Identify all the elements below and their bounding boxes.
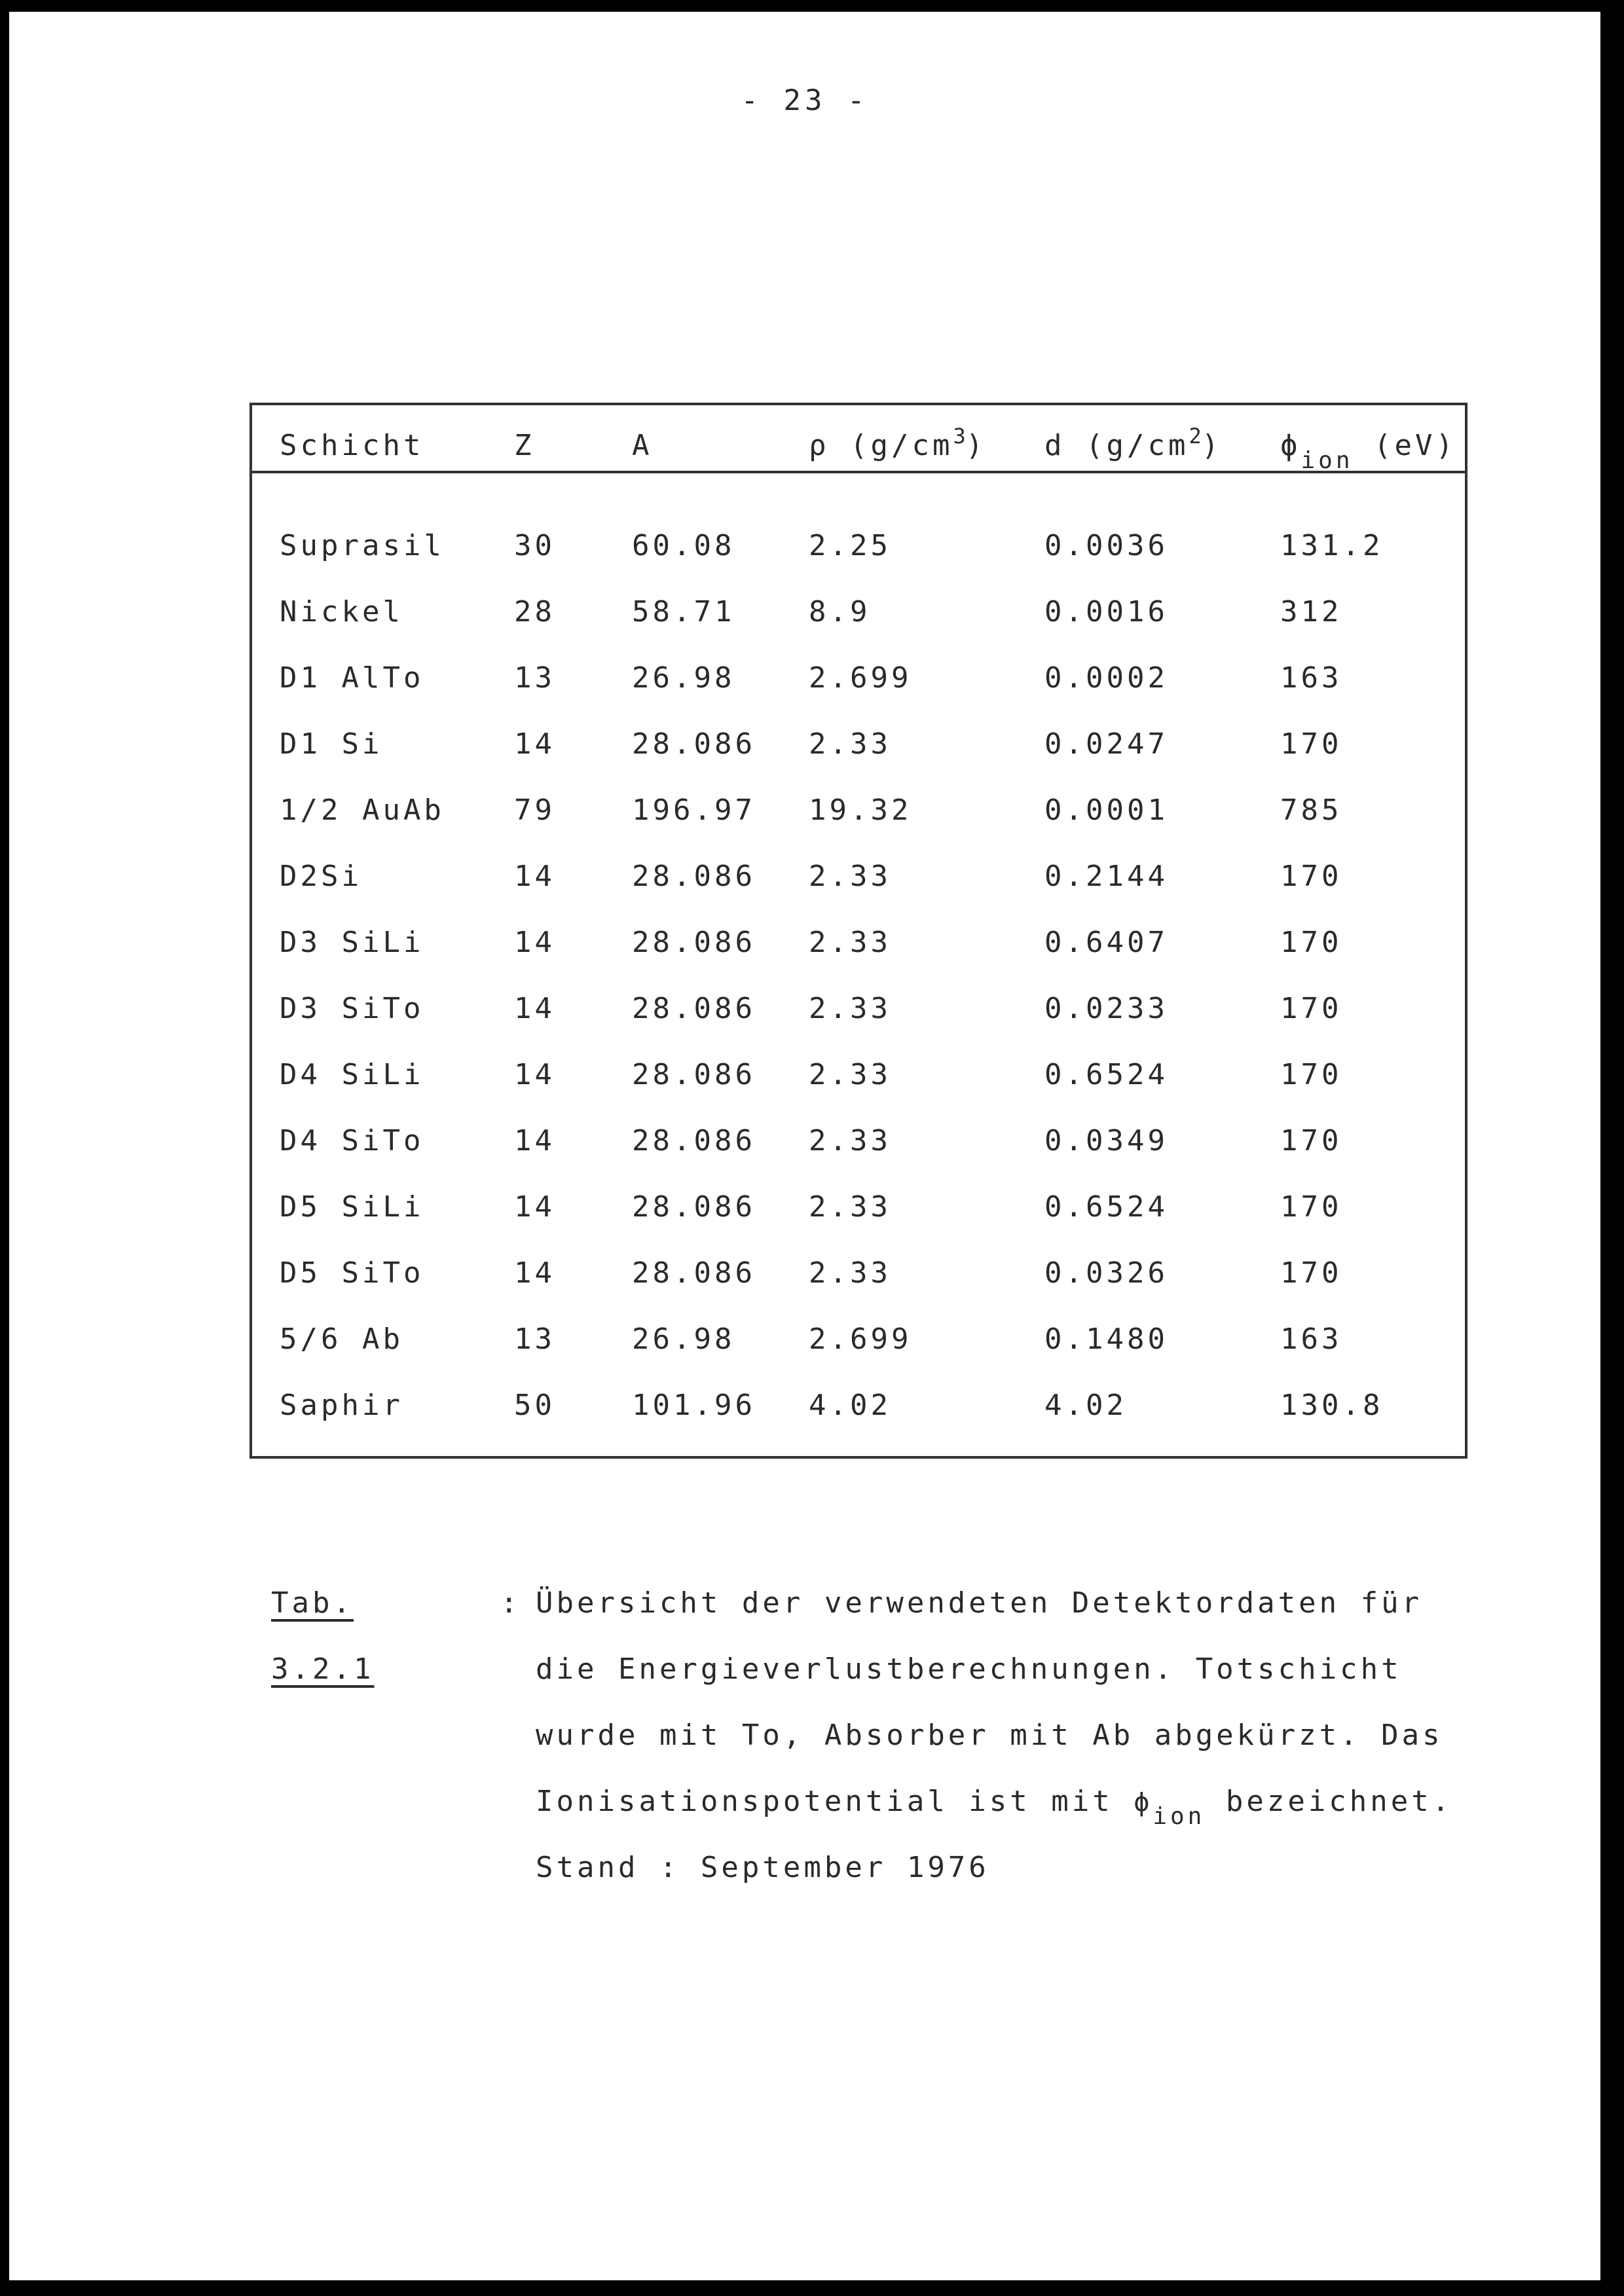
table-cell-schicht: Saphir bbox=[280, 1389, 403, 1422]
table-cell-a: 28.086 bbox=[632, 727, 756, 761]
table-cell-a: 26.98 bbox=[632, 661, 735, 695]
table-cell-rho: 2.33 bbox=[809, 926, 891, 959]
table-cell-rho: 2.33 bbox=[809, 1124, 891, 1157]
header-z: Z bbox=[514, 429, 535, 462]
table-cell-d: 0.2144 bbox=[1044, 860, 1168, 893]
table-cell-d: 0.0326 bbox=[1044, 1256, 1168, 1290]
caption-line-2: die Energieverlustberechnungen. Totschicht bbox=[536, 1652, 1402, 1686]
table-cell-d: 0.1480 bbox=[1044, 1322, 1168, 1356]
table-cell-z: 14 bbox=[514, 860, 555, 893]
table-cell-a: 28.086 bbox=[632, 1124, 756, 1157]
table-cell-schicht: Nickel bbox=[280, 595, 403, 629]
table-cell-z: 14 bbox=[514, 1190, 555, 1224]
table-cell-z: 14 bbox=[514, 992, 555, 1025]
table-cell-schicht: 5/6 Ab bbox=[280, 1322, 403, 1356]
table-cell-schicht: 1/2 AuAb bbox=[280, 793, 445, 827]
table-cell-phi: 163 bbox=[1280, 1322, 1342, 1356]
d-close: ) bbox=[1201, 429, 1223, 462]
d-label: d (g/cm bbox=[1044, 429, 1189, 462]
header-a: A bbox=[632, 429, 653, 462]
caption-phi-subscript: ion bbox=[1153, 1803, 1206, 1830]
table-cell-a: 196.97 bbox=[632, 793, 756, 827]
table-cell-phi: 170 bbox=[1280, 860, 1342, 893]
table-cell-z: 14 bbox=[514, 1058, 555, 1091]
caption-text bbox=[536, 1570, 1518, 1901]
table-cell-rho: 4.02 bbox=[809, 1389, 891, 1422]
table-cell-phi: 170 bbox=[1280, 1124, 1342, 1157]
table-cell-rho: 2.25 bbox=[809, 529, 891, 562]
table-cell-phi: 170 bbox=[1280, 1190, 1342, 1224]
table-cell-d: 0.0247 bbox=[1044, 727, 1168, 761]
rho-exponent: 3 bbox=[953, 424, 966, 448]
caption-line-4-pre: Ionisationspotential ist mit bbox=[536, 1785, 1113, 1818]
table-cell-a: 101.96 bbox=[632, 1389, 756, 1422]
header-schicht: Schicht bbox=[280, 429, 424, 462]
table-cell-z: 13 bbox=[514, 1322, 555, 1356]
table-cell-rho: 8.9 bbox=[809, 595, 871, 629]
phi-subscript: ion bbox=[1301, 447, 1354, 474]
table-cell-rho: 2.699 bbox=[809, 661, 912, 695]
table-cell-d: 4.02 bbox=[1044, 1389, 1127, 1422]
header-ionisation-potential bbox=[1280, 429, 1456, 474]
table-cell-z: 14 bbox=[514, 1256, 555, 1290]
table-cell-a: 28.086 bbox=[632, 992, 756, 1025]
caption-label: Tab. 3.2.1 bbox=[271, 1586, 375, 1686]
table-cell-z: 79 bbox=[514, 793, 555, 827]
header-divider bbox=[252, 471, 1465, 473]
table-cell-z: 30 bbox=[514, 529, 555, 562]
table-cell-rho: 2.699 bbox=[809, 1322, 912, 1356]
table-cell-schicht: D1 AlTo bbox=[280, 661, 424, 695]
table-cell-schicht: D3 SiTo bbox=[280, 992, 424, 1025]
table-cell-phi: 130.8 bbox=[1280, 1389, 1384, 1422]
table-cell-schicht: D5 SiTo bbox=[280, 1256, 424, 1290]
caption-line-4-post: bezeichnet. bbox=[1225, 1785, 1453, 1818]
table-cell-phi: 170 bbox=[1280, 992, 1342, 1025]
table-cell-phi: 170 bbox=[1280, 727, 1342, 761]
table-cell-z: 14 bbox=[514, 1124, 555, 1157]
table-cell-rho: 2.33 bbox=[809, 860, 891, 893]
table-cell-phi: 170 bbox=[1280, 926, 1342, 959]
table-cell-schicht: D4 SiTo bbox=[280, 1124, 424, 1157]
table-cell-d: 0.0233 bbox=[1044, 992, 1168, 1025]
table-cell-z: 50 bbox=[514, 1389, 555, 1422]
table-cell-phi: 170 bbox=[1280, 1058, 1342, 1091]
table-cell-phi: 163 bbox=[1280, 661, 1342, 695]
caption-line-4 bbox=[536, 1768, 1518, 1834]
caption-line-3: wurde mit To, Absorber mit Ab abgekürzt. Das bbox=[536, 1719, 1443, 1752]
header-thickness bbox=[1044, 424, 1223, 462]
table-cell-d: 0.0349 bbox=[1044, 1124, 1168, 1157]
table-cell-a: 60.08 bbox=[632, 529, 735, 562]
table-cell-a: 28.086 bbox=[632, 860, 756, 893]
table-cell-a: 28.086 bbox=[632, 926, 756, 959]
table-cell-schicht: D1 Si bbox=[280, 727, 383, 761]
table-cell-phi: 785 bbox=[1280, 793, 1342, 827]
table-cell-a: 28.086 bbox=[632, 1190, 756, 1224]
table-cell-phi: 170 bbox=[1280, 1256, 1342, 1290]
detector-data-table bbox=[249, 403, 1467, 1459]
table-cell-a: 28.086 bbox=[632, 1058, 756, 1091]
table-cell-phi: 312 bbox=[1280, 595, 1342, 629]
header-density bbox=[809, 424, 987, 462]
table-cell-d: 0.6407 bbox=[1044, 926, 1168, 959]
rho-unit: (g/cm bbox=[850, 429, 953, 462]
table-cell-phi: 131.2 bbox=[1280, 529, 1384, 562]
phi-unit: (eV) bbox=[1374, 429, 1456, 462]
caption-phi-symbol: ϕ bbox=[1134, 1787, 1153, 1817]
table-cell-a: 28.086 bbox=[632, 1256, 756, 1290]
table-cell-d: 0.0036 bbox=[1044, 529, 1168, 562]
table-cell-schicht: D4 SiLi bbox=[280, 1058, 424, 1091]
table-cell-schicht: Suprasil bbox=[280, 529, 445, 562]
table-cell-rho: 19.32 bbox=[809, 793, 912, 827]
table-cell-d: 0.0001 bbox=[1044, 793, 1168, 827]
table-cell-a: 58.71 bbox=[632, 595, 735, 629]
table-cell-rho: 2.33 bbox=[809, 992, 891, 1025]
page-number: - 23 - bbox=[741, 84, 869, 117]
caption-colon: : bbox=[500, 1586, 521, 1620]
table-cell-rho: 2.33 bbox=[809, 727, 891, 761]
table-cell-schicht: D2Si bbox=[280, 860, 362, 893]
table-cell-d: 0.6524 bbox=[1044, 1190, 1168, 1224]
table-cell-z: 14 bbox=[514, 926, 555, 959]
d-exponent: 2 bbox=[1189, 424, 1202, 448]
table-cell-rho: 2.33 bbox=[809, 1058, 891, 1091]
table-cell-z: 14 bbox=[514, 727, 555, 761]
caption-line-5: Stand : September 1976 bbox=[536, 1851, 989, 1884]
table-cell-d: 0.0002 bbox=[1044, 661, 1168, 695]
table-cell-schicht: D3 SiLi bbox=[280, 926, 424, 959]
phi-symbol: ϕ bbox=[1280, 429, 1301, 462]
table-cell-d: 0.6524 bbox=[1044, 1058, 1168, 1091]
document-page bbox=[9, 12, 1600, 2280]
rho-symbol: ρ bbox=[809, 429, 830, 462]
table-cell-rho: 2.33 bbox=[809, 1190, 891, 1224]
rho-close: ) bbox=[965, 429, 987, 462]
table-cell-z: 13 bbox=[514, 661, 555, 695]
table-cell-rho: 2.33 bbox=[809, 1256, 891, 1290]
table-cell-d: 0.0016 bbox=[1044, 595, 1168, 629]
table-cell-z: 28 bbox=[514, 595, 555, 629]
caption-line-1: Übersicht der verwendeten Detektordaten für bbox=[536, 1586, 1423, 1620]
table-cell-schicht: D5 SiLi bbox=[280, 1190, 424, 1224]
table-cell-a: 26.98 bbox=[632, 1322, 735, 1356]
